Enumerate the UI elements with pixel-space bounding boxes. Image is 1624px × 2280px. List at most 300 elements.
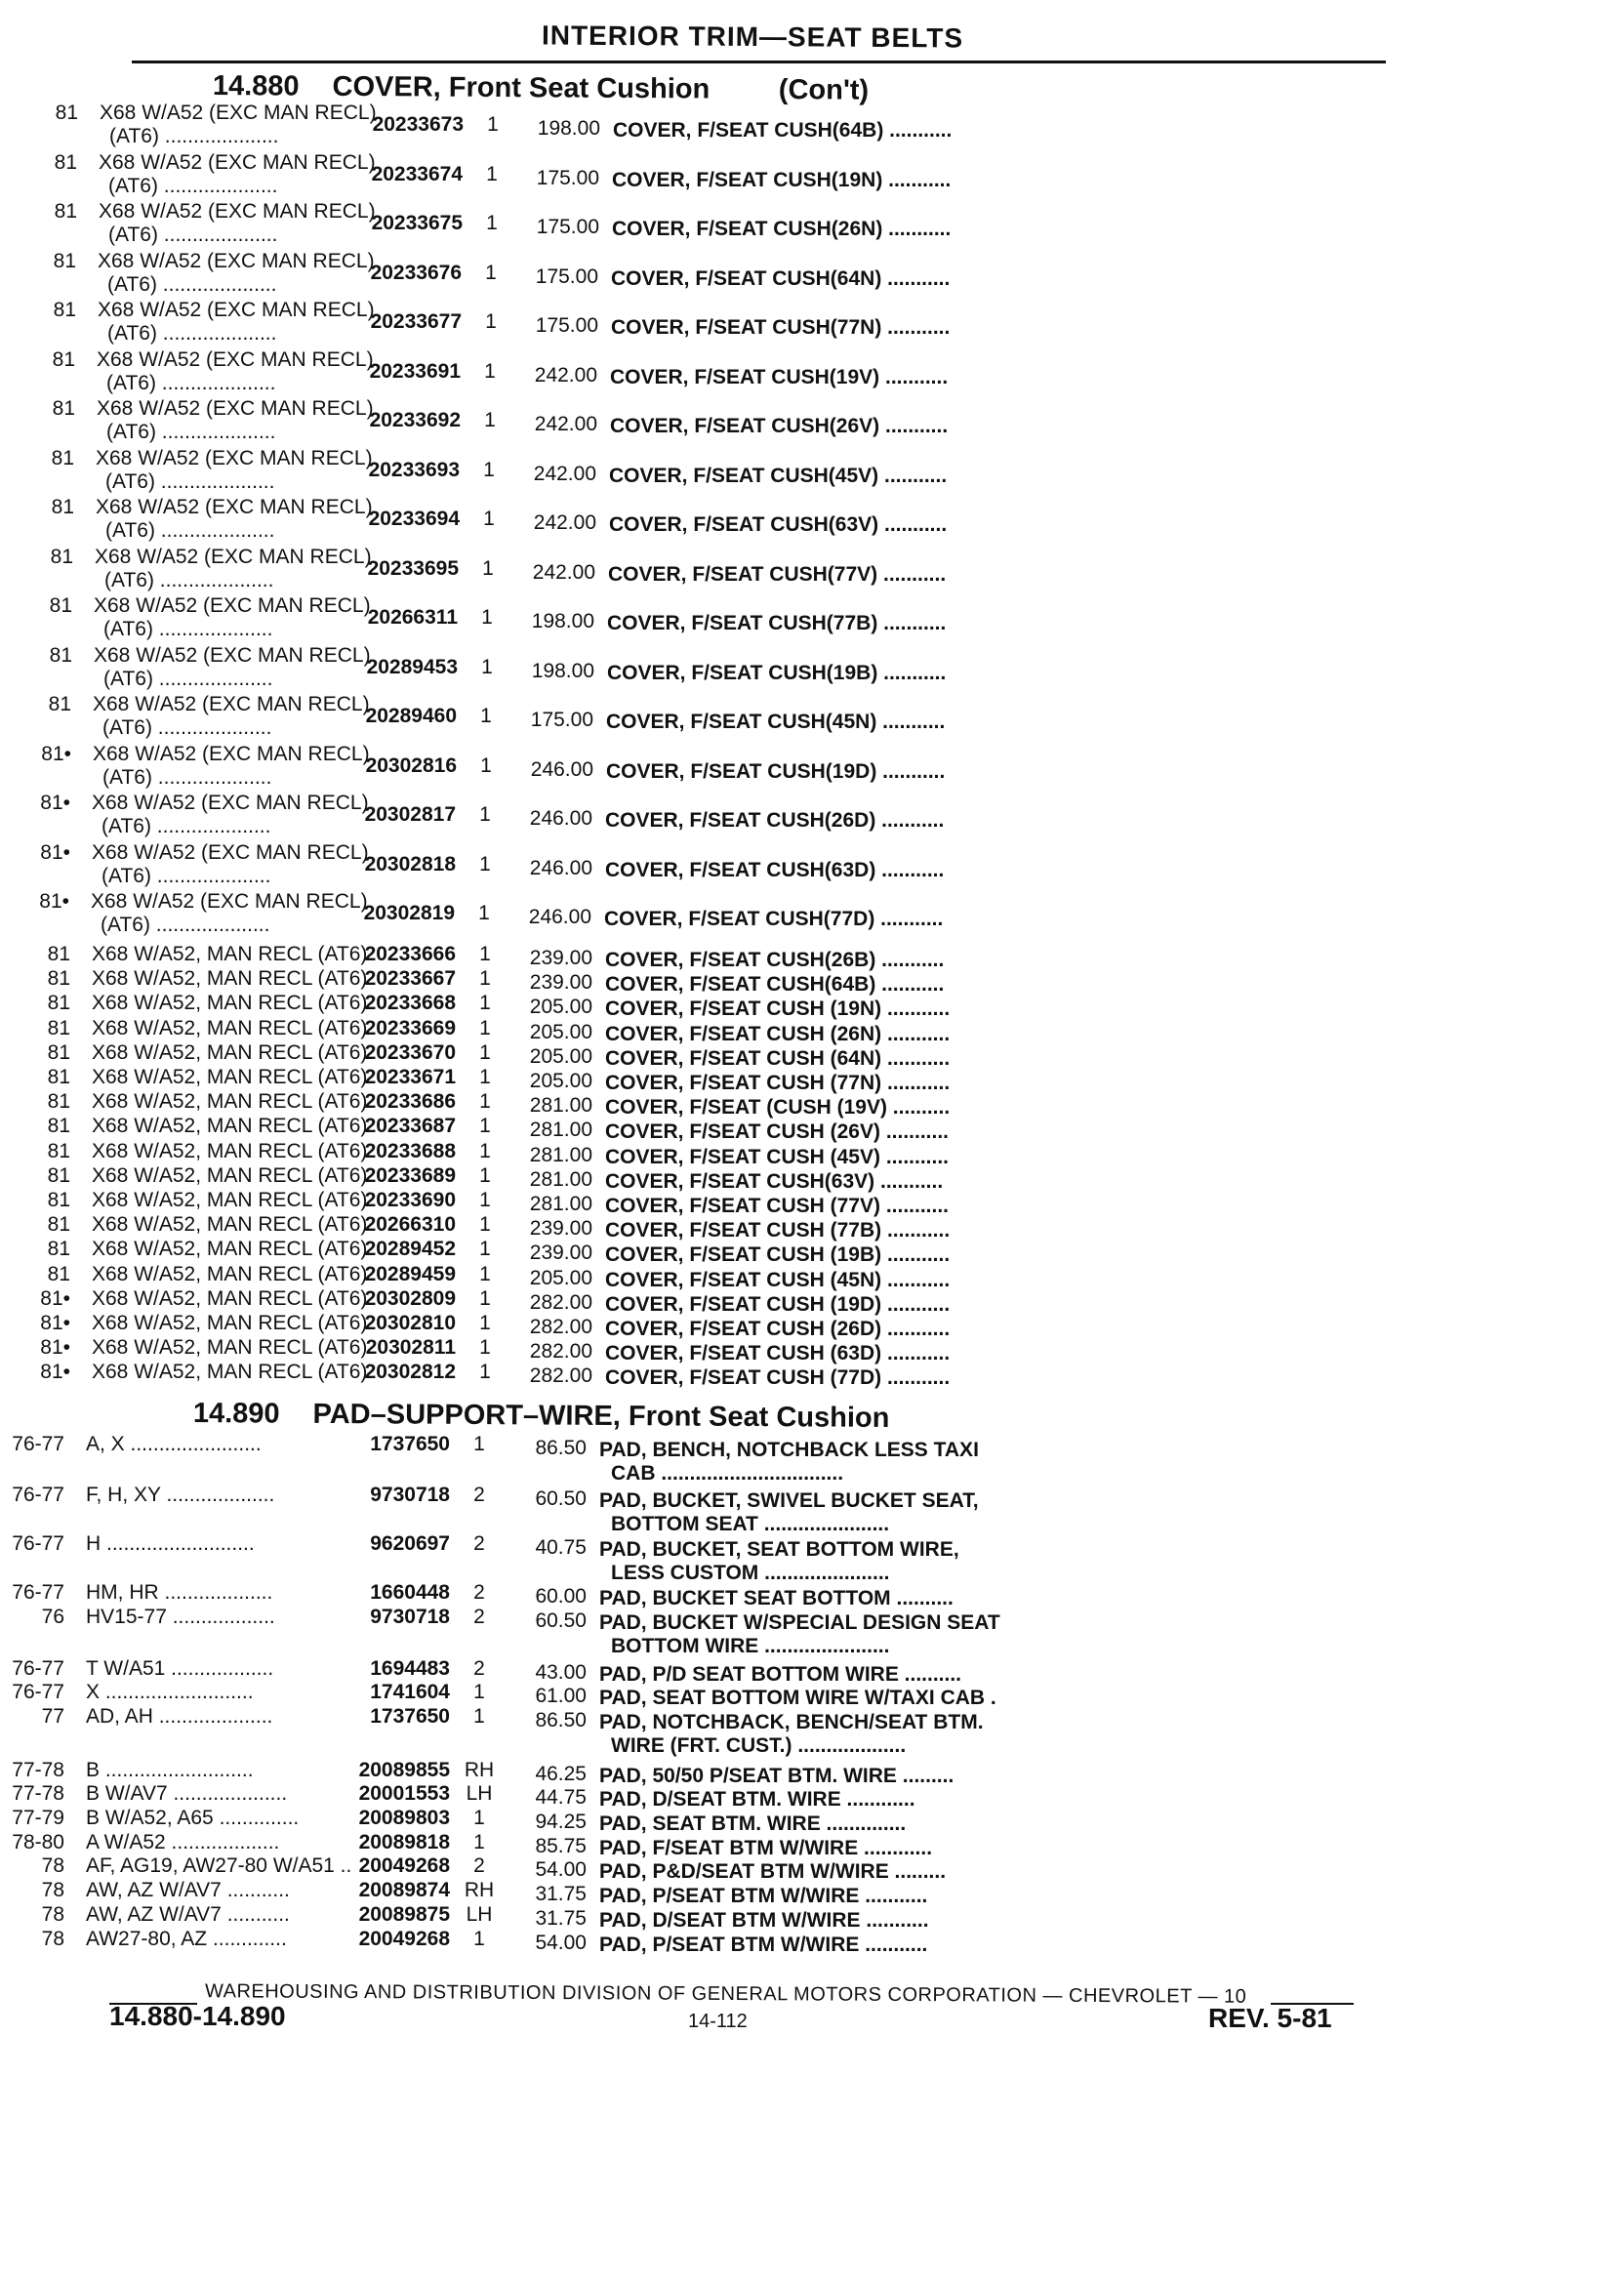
quantity: 2: [473, 1854, 485, 1877]
part-number: 20233676: [370, 261, 462, 284]
application-subdesc: (AT6) ....................: [103, 618, 273, 640]
price: 86.50: [535, 1437, 587, 1459]
section-continued: (Con't): [778, 74, 870, 106]
quantity: 1: [479, 1286, 491, 1310]
model-year: 78: [41, 1928, 64, 1950]
section-name: COVER, Front Seat Cushion: [332, 70, 710, 105]
application-desc: AF, AG19, AW27-80 W/A51 ..: [86, 1854, 352, 1877]
part-description: PAD, SEAT BOTTOM WIRE W/TAXI CAB .: [599, 1687, 996, 1709]
model-year: 76-77: [12, 1681, 64, 1703]
section-number: 14.890: [192, 1398, 280, 1430]
part-number: 20289460: [365, 705, 457, 727]
model-year: 81•: [40, 840, 70, 864]
part-number: 20089803: [358, 1807, 450, 1829]
model-year: 81•: [40, 1286, 70, 1310]
price: 246.00: [529, 807, 592, 830]
part-number: 20266310: [364, 1213, 456, 1237]
part-description: COVER, F/SEAT CUSH(63V) ...........: [609, 513, 948, 536]
application-desc: X68 W/A52, MAN RECL (AT6): [92, 1336, 368, 1360]
part-number: 1737650: [370, 1705, 450, 1728]
part-number: 20233688: [364, 1139, 456, 1162]
quantity: 1: [473, 1433, 485, 1455]
price: 43.00: [535, 1661, 587, 1684]
application-desc: X68 W/A52, MAN RECL (AT6): [92, 1090, 368, 1114]
quantity: 1: [479, 1238, 491, 1261]
application-desc: X68 W/A52 (EXC MAN RECL): [93, 742, 370, 765]
application-desc: A W/A52 ...................: [86, 1831, 280, 1853]
part-description: COVER, F/SEAT CUSH(26N) ...........: [612, 218, 952, 240]
application-subdesc: (AT6) ....................: [102, 716, 272, 739]
part-description: COVER, F/SEAT CUSH(19N) ...........: [612, 168, 952, 191]
section-number: 14.880: [212, 70, 300, 102]
model-year: 76-77: [12, 1484, 64, 1506]
part-number: 20233692: [369, 409, 461, 431]
part-description: COVER, F/SEAT CUSH(19D) ...........: [606, 759, 946, 783]
quantity: 2: [473, 1657, 485, 1680]
model-year: 81: [47, 1262, 70, 1285]
model-year: 76: [41, 1606, 64, 1628]
quantity: 1: [481, 606, 493, 629]
quantity: 1: [479, 1066, 491, 1088]
part-description: PAD, 50/50 P/SEAT BTM. WIRE .........: [599, 1765, 954, 1787]
model-year: 78: [41, 1903, 64, 1926]
model-year: 81•: [40, 1336, 70, 1360]
page-title: INTERIOR TRIM—SEAT BELTS: [541, 20, 964, 54]
price: 242.00: [534, 413, 597, 435]
part-description-cont: CAB ................................: [611, 1462, 844, 1485]
price: 175.00: [536, 216, 599, 238]
part-number: 20233694: [368, 508, 460, 530]
application-desc: X68 W/A52 (EXC MAN RECL): [97, 347, 374, 371]
application-desc: F, H, XY ...................: [86, 1484, 275, 1506]
model-year: 81: [47, 1163, 70, 1187]
application-desc: X68 W/A52, MAN RECL (AT6): [92, 1115, 368, 1138]
price: 239.00: [529, 947, 592, 969]
part-number: 20233671: [364, 1066, 456, 1088]
part-description: COVER, F/SEAT CUSH(64N) ...........: [611, 266, 951, 290]
application-desc: X68 W/A52, MAN RECL (AT6): [92, 1213, 368, 1237]
application-desc: X68 W/A52, MAN RECL (AT6): [92, 1066, 368, 1088]
quantity: 1: [486, 162, 498, 185]
application-desc: H ..........................: [86, 1532, 255, 1555]
part-number: 20302817: [364, 803, 456, 826]
part-number: 20289459: [364, 1262, 456, 1285]
model-year: 81: [47, 1189, 70, 1211]
quantity: 1: [479, 1336, 491, 1360]
part-description: COVER, F/SEAT CUSH(64B) ...........: [605, 973, 945, 997]
model-year: 81: [47, 1213, 70, 1237]
part-description: COVER, F/SEAT CUSH(63D) ...........: [605, 858, 945, 881]
price: 94.25: [535, 1811, 587, 1833]
part-number: 20302819: [363, 902, 455, 924]
part-number: 20302811: [365, 1336, 456, 1360]
price: 60.50: [535, 1487, 587, 1510]
quantity: LH: [466, 1903, 493, 1926]
part-description-cont: BOTTOM WIRE ......................: [611, 1635, 890, 1657]
quantity: 1: [485, 261, 497, 284]
model-year: 77-78: [12, 1759, 64, 1781]
part-number: 20233689: [364, 1163, 456, 1187]
quantity: 1: [479, 803, 491, 826]
price: 54.00: [535, 1858, 587, 1881]
application-desc: X68 W/A52 (EXC MAN RECL): [91, 890, 368, 913]
quantity: 1: [473, 1705, 485, 1728]
application-desc: X68 W/A52 (EXC MAN RECL): [94, 643, 371, 667]
price: 40.75: [535, 1536, 587, 1559]
model-year: 81: [47, 1115, 70, 1138]
model-year: 81: [48, 693, 71, 715]
quantity: 1: [479, 1189, 491, 1211]
part-description: COVER, F/SEAT (CUSH (19V) ..........: [605, 1096, 951, 1120]
part-number: 20233690: [364, 1189, 456, 1211]
price: 205.00: [529, 996, 592, 1019]
quantity: 1: [479, 992, 491, 1015]
quantity: 1: [478, 902, 490, 924]
application-subdesc: (AT6) ....................: [108, 174, 278, 197]
section-title-14890: [193, 1398, 890, 1435]
application-desc: X68 W/A52, MAN RECL (AT6): [92, 1189, 368, 1211]
part-description: COVER, F/SEAT CUSH (19N) ...........: [605, 998, 951, 1021]
model-year: 81: [49, 594, 72, 617]
part-description: COVER, F/SEAT CUSH (77V) ...........: [605, 1195, 949, 1217]
part-number: 9730718: [370, 1484, 450, 1506]
model-year: 76-77: [12, 1581, 64, 1604]
part-description: PAD, BUCKET W/SPECIAL DESIGN SEAT: [599, 1611, 1000, 1634]
application-desc: X68 W/A52, MAN RECL (AT6): [92, 1286, 368, 1310]
model-year: 81: [47, 1090, 70, 1114]
model-year: 81: [49, 643, 72, 667]
model-year: 78-80: [12, 1831, 64, 1853]
model-year: 81: [47, 943, 70, 965]
price: 205.00: [529, 1020, 592, 1043]
application-desc: X68 W/A52 (EXC MAN RECL): [99, 200, 376, 223]
part-description: PAD, P/SEAT BTM W/WIRE ...........: [599, 1885, 928, 1907]
part-number: 1737650: [370, 1433, 450, 1455]
footer-division-text: WAREHOUSING AND DISTRIBUTION DIVISION OF GENERAL MOTORS CORPORATION — CHEVROLET — 10: [204, 1980, 1247, 2008]
price: 46.25: [535, 1763, 587, 1785]
quantity: RH: [464, 1759, 495, 1781]
part-description: COVER, F/SEAT CUSH(26V) ...........: [610, 415, 949, 437]
quantity: RH: [464, 1879, 495, 1901]
part-number: 20049268: [358, 1854, 450, 1877]
price: 281.00: [529, 1119, 592, 1142]
model-year: 81: [47, 1238, 70, 1261]
quantity: 1: [484, 359, 496, 383]
price: 239.00: [529, 1242, 592, 1265]
quantity: 1: [483, 508, 495, 530]
application-desc: X68 W/A52 (EXC MAN RECL): [92, 840, 369, 864]
part-number: 20233670: [364, 1040, 456, 1064]
model-year: 81: [47, 992, 70, 1015]
price: 281.00: [529, 1094, 592, 1118]
quantity: 1: [479, 1040, 491, 1064]
price: 86.50: [535, 1709, 587, 1731]
part-number: 20233687: [364, 1115, 456, 1138]
part-description-cont: LESS CUSTOM ......................: [611, 1562, 890, 1584]
part-description: COVER, F/SEAT CUSH (45V) ...........: [605, 1145, 949, 1168]
part-description: PAD, BENCH, NOTCHBACK LESS TAXI: [599, 1439, 979, 1461]
quantity: 1: [479, 967, 491, 991]
price: 198.00: [531, 659, 594, 682]
application-desc: AW, AZ W/AV7 ...........: [86, 1879, 290, 1901]
model-year: 81: [54, 200, 77, 223]
application-subdesc: (AT6) ....................: [105, 519, 275, 542]
part-description: COVER, F/SEAT CUSH(19V) ...........: [610, 365, 949, 388]
part-description: COVER, F/SEAT CUSH(26D) ...........: [605, 809, 945, 832]
part-description: COVER, F/SEAT CUSH (26D) ...........: [605, 1318, 951, 1340]
model-year: 78: [41, 1879, 64, 1901]
quantity: 2: [473, 1532, 485, 1555]
application-desc: X ..........................: [86, 1681, 254, 1703]
footer-revision: REV. 5-81: [1208, 2003, 1332, 2033]
price: 198.00: [537, 117, 600, 140]
quantity: 1: [484, 409, 496, 431]
part-number: 1694483: [370, 1657, 450, 1680]
part-description: COVER, F/SEAT CUSH (19B) ...........: [605, 1243, 951, 1267]
application-desc: B ..........................: [86, 1759, 254, 1781]
part-number: 20302816: [365, 753, 457, 777]
price: 242.00: [533, 511, 596, 534]
quantity: 1: [481, 655, 493, 678]
quantity: 2: [473, 1581, 485, 1604]
application-subdesc: (AT6) ....................: [105, 469, 275, 493]
part-number: 1741604: [370, 1681, 450, 1703]
application-subdesc: (AT6) ....................: [102, 864, 271, 887]
part-number: 20089875: [358, 1903, 450, 1926]
application-desc: X68 W/A52 (EXC MAN RECL): [96, 446, 373, 469]
application-desc: HV15-77 ..................: [86, 1606, 275, 1628]
model-year: 76-77: [12, 1657, 64, 1680]
model-year: 81: [52, 397, 75, 420]
part-number: 20233666: [364, 943, 456, 965]
quantity: 1: [473, 1928, 485, 1950]
part-description: PAD, P&D/SEAT BTM W/WIRE .........: [599, 1860, 947, 1883]
application-desc: X68 W/A52, MAN RECL (AT6): [92, 1139, 368, 1162]
application-desc: X68 W/A52, MAN RECL (AT6): [92, 1016, 368, 1039]
application-subdesc: (AT6) ....................: [102, 765, 272, 789]
part-number: 20233669: [364, 1016, 456, 1039]
price: 61.00: [535, 1685, 587, 1707]
quantity: 2: [473, 1606, 485, 1628]
application-subdesc: (AT6) ....................: [106, 371, 276, 394]
application-subdesc: (AT6) ....................: [101, 914, 270, 936]
price: 198.00: [531, 610, 594, 632]
quantity: 2: [473, 1484, 485, 1506]
part-description: PAD, BUCKET SEAT BOTTOM ..........: [599, 1587, 954, 1609]
price: 31.75: [535, 1883, 587, 1905]
quantity: 1: [473, 1807, 485, 1829]
price: 246.00: [528, 906, 591, 928]
quantity: 1: [479, 1361, 491, 1384]
part-number: 20233686: [364, 1090, 456, 1114]
part-description: COVER, F/SEAT CUSH (63D) ...........: [605, 1342, 951, 1365]
application-desc: X68 W/A52, MAN RECL (AT6): [92, 967, 368, 991]
part-number: 20089874: [358, 1879, 450, 1901]
part-number: 20001553: [358, 1782, 450, 1805]
application-desc: X68 W/A52, MAN RECL (AT6): [92, 1262, 368, 1285]
model-year: 81•: [40, 792, 70, 814]
model-year: 81: [51, 446, 74, 469]
price: 54.00: [535, 1932, 587, 1954]
application-subdesc: (AT6) ....................: [109, 125, 279, 147]
part-number: 20233675: [371, 212, 463, 234]
price: 246.00: [530, 757, 593, 781]
model-year: 77: [41, 1705, 64, 1728]
model-year: 81: [47, 1066, 70, 1088]
application-desc: X68 W/A52 (EXC MAN RECL): [98, 299, 375, 321]
part-number: 20233667: [364, 967, 456, 991]
price: 175.00: [536, 166, 599, 189]
model-year: 77-79: [12, 1807, 64, 1829]
part-number: 20302812: [364, 1361, 456, 1384]
quantity: 1: [479, 1312, 491, 1334]
part-description: COVER, F/SEAT CUSH (77N) ...........: [605, 1072, 951, 1094]
part-description: COVER, F/SEAT CUSH(26B) ...........: [605, 949, 945, 971]
part-number: 20289452: [364, 1238, 456, 1261]
part-description: COVER, F/SEAT CUSH(64B) ...........: [613, 119, 953, 142]
model-year: 78: [41, 1854, 64, 1877]
part-number: 20233677: [370, 310, 462, 333]
part-description: COVER, F/SEAT CUSH(77B) ...........: [607, 612, 947, 634]
part-number: 20289453: [366, 655, 458, 678]
part-number: 20089818: [358, 1831, 450, 1853]
model-year: 81: [47, 1139, 70, 1162]
quantity: 1: [479, 943, 491, 965]
price: 282.00: [529, 1316, 592, 1338]
part-description: PAD, NOTCHBACK, BENCH/SEAT BTM.: [599, 1711, 984, 1733]
model-year: 76-77: [12, 1532, 64, 1555]
application-desc: X68 W/A52, MAN RECL (AT6): [92, 943, 368, 965]
part-description: COVER, F/SEAT CUSH (77B) ...........: [605, 1219, 951, 1242]
price: 175.00: [530, 709, 593, 731]
price: 31.75: [535, 1907, 587, 1930]
quantity: 1: [483, 458, 495, 481]
part-description: COVER, F/SEAT CUSH (64N) ...........: [605, 1046, 951, 1070]
part-description-cont: BOTTOM SEAT ......................: [611, 1513, 890, 1535]
part-description: COVER, F/SEAT CUSH(77V) ...........: [608, 562, 947, 586]
application-desc: HM, HR ...................: [86, 1581, 273, 1604]
quantity: LH: [466, 1782, 493, 1805]
price: 44.75: [535, 1786, 587, 1809]
price: 175.00: [535, 265, 598, 288]
application-subdesc: (AT6) ....................: [108, 224, 278, 246]
price: 205.00: [529, 1044, 592, 1068]
price: 246.00: [529, 856, 592, 879]
model-year: 81•: [40, 1361, 70, 1384]
part-description: COVER, F/SEAT CUSH(45V) ...........: [609, 464, 948, 487]
part-description: COVER, F/SEAT CUSH(77D) ...........: [604, 908, 944, 930]
price: 242.00: [533, 462, 596, 485]
price: 60.00: [535, 1585, 587, 1608]
application-desc: T W/A51 ..................: [86, 1657, 274, 1680]
quantity: 1: [480, 705, 492, 727]
application-desc: X68 W/A52, MAN RECL (AT6): [92, 1238, 368, 1261]
footer-section-code: 14.880-14.890: [109, 2001, 286, 2031]
price: 282.00: [529, 1364, 592, 1388]
application-desc: X68 W/A52 (EXC MAN RECL): [98, 249, 375, 272]
quantity: 1: [479, 1090, 491, 1114]
application-subdesc: (AT6) ....................: [106, 421, 276, 443]
part-description: COVER, F/SEAT CUSH (26V) ...........: [605, 1120, 949, 1144]
part-number: 20233674: [371, 162, 463, 185]
price: 175.00: [535, 314, 598, 337]
part-description-cont: WIRE (FRT. CUST.) ...................: [611, 1734, 907, 1757]
model-year: 81: [54, 150, 77, 174]
quantity: 1: [479, 1115, 491, 1138]
price: 281.00: [529, 1167, 592, 1191]
application-desc: A, X .......................: [86, 1433, 262, 1455]
application-subdesc: (AT6) ....................: [107, 322, 277, 345]
application-desc: X68 W/A52 (EXC MAN RECL): [93, 693, 370, 715]
application-subdesc: (AT6) ....................: [103, 667, 273, 690]
part-description: PAD, SEAT BTM. WIRE ..............: [599, 1812, 907, 1835]
price: 205.00: [529, 1266, 592, 1289]
price: 239.00: [529, 971, 592, 995]
part-description: COVER, F/SEAT CUSH (77D) ...........: [605, 1366, 951, 1390]
price: 281.00: [529, 1193, 592, 1215]
quantity: 1: [479, 1213, 491, 1237]
part-description: PAD, BUCKET, SWIVEL BUCKET SEAT,: [599, 1489, 979, 1512]
model-year: 81•: [40, 1312, 70, 1334]
part-description: COVER, F/SEAT CUSH(77N) ...........: [611, 316, 951, 339]
price: 281.00: [529, 1143, 592, 1166]
model-year: 81: [53, 249, 76, 272]
part-description: COVER, F/SEAT CUSH (45N) ...........: [605, 1268, 951, 1291]
price: 85.75: [535, 1835, 587, 1857]
part-number: 20233673: [372, 113, 464, 136]
application-desc: AW27-80, AZ .............: [86, 1928, 287, 1950]
price: 242.00: [534, 363, 597, 387]
part-description: PAD, P/SEAT BTM W/WIRE ...........: [599, 1934, 928, 1956]
application-desc: X68 W/A52 (EXC MAN RECL): [97, 397, 374, 420]
part-description: PAD, D/SEAT BTM. WIRE ............: [599, 1788, 915, 1811]
application-desc: B W/A52, A65 ..............: [86, 1807, 300, 1829]
application-subdesc: (AT6) ....................: [107, 272, 277, 296]
part-number: 20233695: [367, 556, 459, 580]
part-number: 20089855: [358, 1759, 450, 1781]
quantity: 1: [480, 753, 492, 777]
quantity: 1: [487, 113, 499, 136]
part-number: 20233668: [364, 992, 456, 1015]
quantity: 1: [479, 1163, 491, 1187]
application-desc: X68 W/A52, MAN RECL (AT6): [92, 992, 368, 1015]
price: 205.00: [529, 1070, 592, 1092]
application-desc: X68 W/A52 (EXC MAN RECL): [92, 792, 369, 814]
model-year: 81: [53, 299, 76, 321]
application-desc: X68 W/A52 (EXC MAN RECL): [96, 496, 373, 518]
model-year: 81•: [41, 742, 71, 765]
part-number: 20233691: [369, 359, 461, 383]
application-desc: X68 W/A52 (EXC MAN RECL): [94, 594, 371, 617]
quantity: 1: [473, 1831, 485, 1853]
application-desc: AD, AH ....................: [86, 1705, 273, 1728]
quantity: 1: [479, 1139, 491, 1162]
application-desc: X68 W/A52 (EXC MAN RECL): [100, 102, 377, 124]
price: 282.00: [529, 1340, 592, 1364]
part-number: 9620697: [370, 1532, 450, 1555]
part-description: COVER, F/SEAT CUSH (19D) ...........: [605, 1292, 951, 1316]
part-number: 20302810: [364, 1312, 456, 1334]
application-desc: X68 W/A52, MAN RECL (AT6): [92, 1312, 368, 1334]
part-description: COVER, F/SEAT CUSH(63V) ...........: [605, 1169, 944, 1193]
quantity: 1: [479, 1016, 491, 1039]
application-subdesc: (AT6) ....................: [102, 815, 271, 837]
quantity: 1: [485, 310, 497, 333]
part-description: PAD, BUCKET, SEAT BOTTOM WIRE,: [599, 1538, 959, 1561]
model-year: 81: [51, 496, 74, 518]
model-year: 81: [47, 1040, 70, 1064]
model-year: 81: [50, 545, 73, 568]
